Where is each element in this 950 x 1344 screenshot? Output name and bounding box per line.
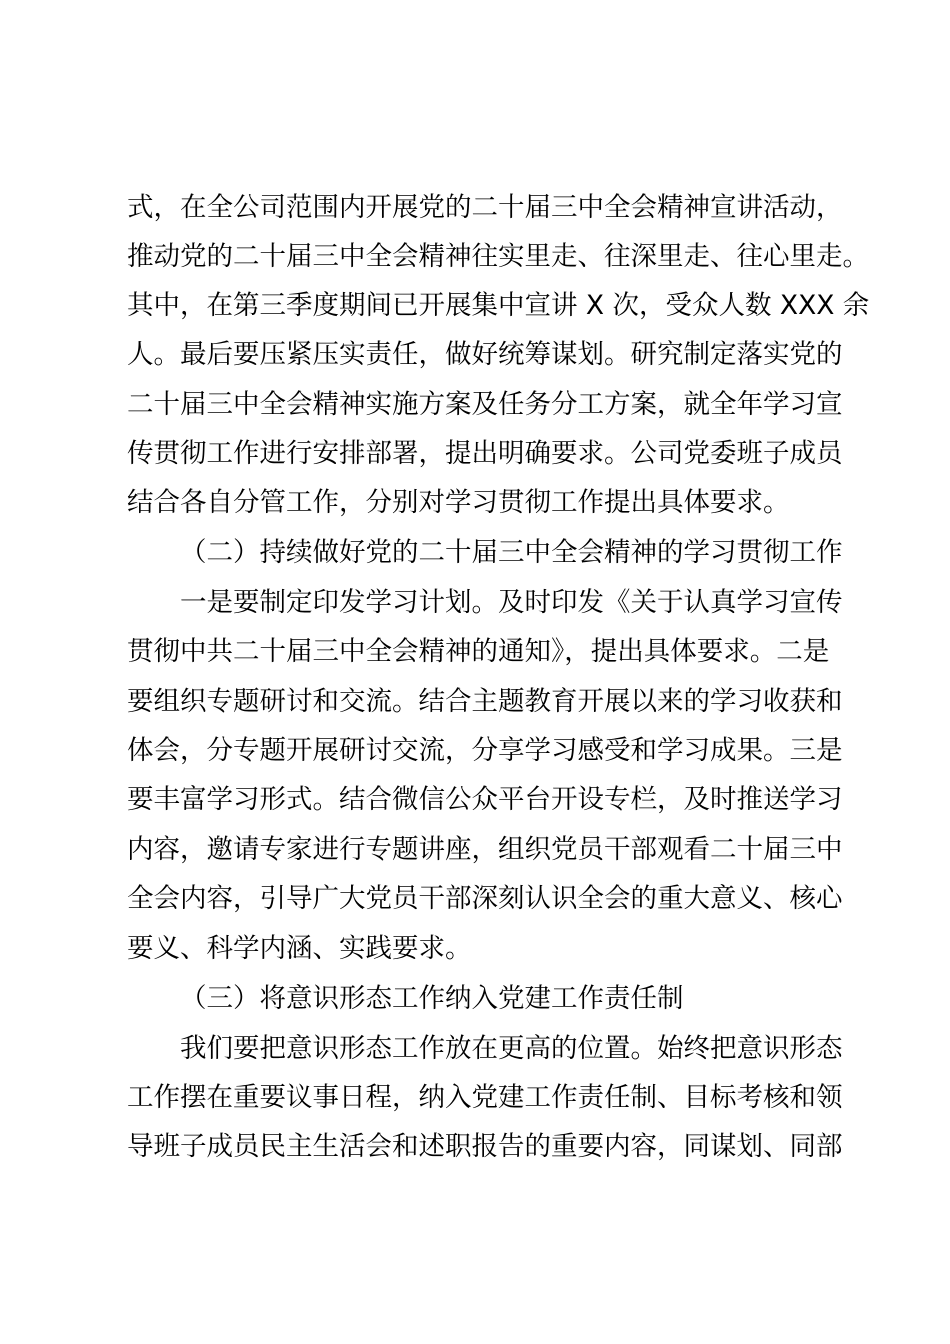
body-line: 要丰富学习形式。结合微信公众平台开设专栏，及时推送学习 xyxy=(127,784,843,815)
body-line: 传贯彻工作进行安排部署，提出明确要求。公司党委班子成员 xyxy=(127,438,843,469)
body-line: 二十届三中全会精神实施方案及任务分工方案，就全年学习宣 xyxy=(127,389,843,420)
body-line: 导班子成员民主生活会和述职报告的重要内容，同谋划、同部 xyxy=(127,1131,843,1162)
body-line: 内容，邀请专家进行专题讲座，组织党员干部观看二十届三中 xyxy=(127,834,843,865)
body-line: 要组织专题研讨和交流。结合主题教育开展以来的学习收获和 xyxy=(127,686,843,717)
body-line: 工作摆在重要议事日程，纳入党建工作责任制、目标考核和领 xyxy=(127,1082,843,1113)
body-line: 一是要制定印发学习计划。及时印发《关于认真学习宣传 xyxy=(180,587,843,618)
body-line: 人。最后要压紧压实责任，做好统筹谋划。研究制定落实党的 xyxy=(127,339,843,370)
section-heading: （二）持续做好党的二十届三中全会精神的学习贯彻工作 xyxy=(180,537,843,568)
body-line: 其中，在第三季度期间已开展集中宣讲 X 次，受众人数 XXX 余 xyxy=(127,290,870,321)
body-line: 全会内容，引导广大党员干部深刻认识全会的重大意义、核心 xyxy=(127,883,843,914)
body-line: 体会，分专题开展研讨交流，分享学习感受和学习成果。三是 xyxy=(127,735,843,766)
body-line: 我们要把意识形态工作放在更高的位置。始终把意识形态 xyxy=(180,1033,843,1064)
body-line: 推动党的二十届三中全会精神往实里走、往深里走、往心里走。 xyxy=(127,241,869,272)
section-heading: （三）将意识形态工作纳入党建工作责任制 xyxy=(180,983,684,1014)
body-line: 式，在全公司范围内开展党的二十届三中全会精神宣讲活动， xyxy=(127,192,843,223)
body-line: 贯彻中共二十届三中全会精神的通知》，提出具体要求。二是 xyxy=(127,636,830,667)
body-line: 结合各自分管工作，分别对学习贯彻工作提出具体要求。 xyxy=(127,487,790,518)
body-line: 要义、科学内涵、实践要求。 xyxy=(127,933,472,964)
